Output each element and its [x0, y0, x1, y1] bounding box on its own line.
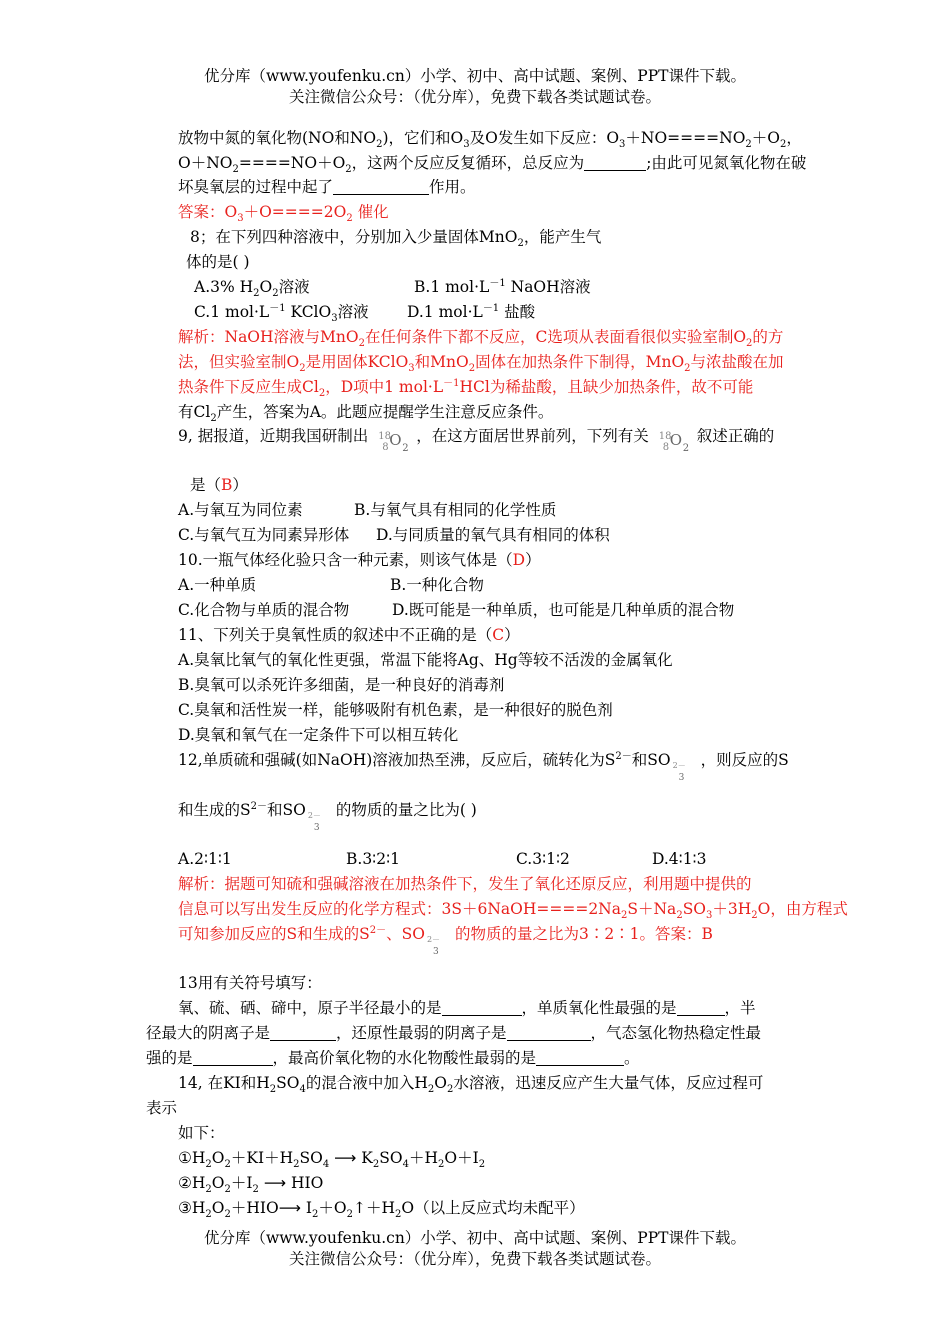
- q8-option-a: A.3% $H_2O_2$溶液: [194, 278, 310, 300]
- q8-option-b: B.1 $mol\cdot L^{-1}$ NaOH溶液: [414, 277, 591, 296]
- q13-line-3: 强的是 ，最高价氧化物的水化物酸性最弱的是 。: [146, 1049, 640, 1067]
- q14-reaction-2: $②H_2O_2+I_2$ ⟶ HIO: [178, 1174, 324, 1196]
- q10-answer: D: [512, 551, 526, 569]
- q12-option-d: D.4∶1∶3: [652, 850, 707, 868]
- q14-stem-2: 表示: [146, 1099, 178, 1117]
- q11-stem: 11、下列关于臭氧性质的叙述中不正确的是（C）: [178, 626, 520, 644]
- q8-option-d: D.1 $mol\cdot L^{-1}$ 盐酸: [407, 302, 536, 321]
- q12-explanation-2: 信息可以写出发生反应的化学方程式：$3S+6NaOH====2Na_2S+Na_2SO_3+3H_2O$，由方程式: [178, 900, 848, 922]
- q9-option-c: C.与氧气互为同素异形体: [178, 526, 350, 544]
- blank: [507, 1024, 591, 1041]
- q8-explanation-3: 热条件下反应生成$Cl_2$，D项中1 $mol\cdot L^{-1}HCl$为稀盐酸，且缺少加热条件，故不可能: [178, 377, 754, 400]
- sulfite-charge: 2－ 3: [307, 811, 321, 833]
- q9-answer: B: [221, 476, 233, 494]
- q7-line-2: $O+NO_2====NO+O_2$，这两个反应反复循环，总反应为 ;由此可见氮氧化物在破: [178, 154, 807, 176]
- q12-option-b: B.3∶2∶1: [346, 850, 400, 868]
- q7-line-3: 坏臭氧层的过程中起了 作用。: [178, 178, 476, 196]
- footer-line-1: 优分库（www.youfenku.cn）小学、初中、高中试题、案例、PPT课件下载。: [203, 1229, 747, 1247]
- blank: [442, 999, 522, 1016]
- blank: [677, 999, 725, 1016]
- q14-reaction-1: $①H_2O_2+KI+H_2SO_4$ ⟶ $K_2SO_4+H_2O+I_2$: [178, 1149, 486, 1171]
- q10-option-d: D.既可能是一种单质，也可能是几种单质的混合物: [392, 601, 735, 619]
- header-line-2: 关注微信公众号：（优分库），免费下载各类试题试卷。: [288, 88, 661, 106]
- sulfite-charge: 2－ 3: [672, 761, 686, 783]
- q8-explanation-2: 法，但实验室制$O_2$是用固体KClO$_3$和MnO$_2$固体在加热条件下制得，MnO$_2$与浓盐酸在加: [178, 353, 784, 375]
- q9-stem-2: 是（B）: [190, 476, 248, 494]
- q13-line-1: 氧、硫、硒、碲中，原子半径最小的是 ，单质氧化性最强的是 ，半: [178, 999, 756, 1017]
- footer-line-2: 关注微信公众号：（优分库），免费下载各类试题试卷。: [288, 1250, 661, 1268]
- blank: [536, 1049, 624, 1066]
- q13-stem: 13用有关符号填写：: [178, 974, 322, 992]
- q11-option-c: C.臭氧和活性炭一样，能够吸附有机色素，是一种很好的脱色剂: [178, 701, 613, 719]
- q9-option-d: D.与同质量的氧气具有相同的体积: [376, 526, 610, 544]
- reaction-arrow: ⟶: [263, 1174, 287, 1192]
- q11-option-b: B.臭氧可以杀死许多细菌，是一种良好的消毒剂: [178, 676, 505, 694]
- q13-line-2: 径最大的阴离子是 ，还原性最弱的阴离子是 ，气态氢化物热稳定性最: [146, 1024, 762, 1042]
- q9-option-b: B.与氧气具有相同的化学性质: [354, 501, 557, 519]
- reaction-arrow: ⟶: [278, 1199, 301, 1217]
- q10-option-c: C.化合物与单质的混合物: [178, 601, 350, 619]
- q11-option-a: A.臭氧比氧气的氧化性更强，常温下能将Ag、Hg等较不活泼的金属氧化: [178, 651, 673, 669]
- reaction-arrow: ⟶: [334, 1149, 357, 1167]
- blank: [333, 178, 429, 195]
- q12-stem-1: 12,单质硫和强碱(如NaOH)溶液加热至沸，反应后，硫转化为$S^{2-}$和SO 2－ 3 ，则反应的S: [178, 750, 789, 783]
- q9-stem: 9, 据报道，近期我国研制出 18 8 O 2 ，在这方面居世界前列，下列有关 18 8 O 2 叙述正确的: [178, 424, 774, 450]
- q14-stem-1: 14, 在KI和$H_2SO_4$的混合液中加入$H_2O_2$水溶液，迅速反应产生大量气体，反应过程可: [178, 1074, 764, 1096]
- blank: [193, 1049, 273, 1066]
- oxygen-18-isotope-symbol: 18 8 O 2: [658, 431, 690, 454]
- sulfite-charge: 2－ 3: [426, 935, 441, 957]
- q12-explanation-1: 解析：据题可知硫和强碱溶液在加热条件下，发生了氧化还原反应，利用题中提供的: [178, 875, 752, 893]
- q11-answer: C: [492, 626, 505, 644]
- q9-option-a: A.与氧互为同位素: [178, 501, 303, 519]
- q11-option-d: D.臭氧和氧气在一定条件下可以相互转化: [178, 726, 459, 744]
- q12-option-c: C.3∶1∶2: [516, 850, 570, 868]
- blank: [584, 154, 646, 171]
- q8-explanation-1: 解析：NaOH溶液与MnO$_2$在任何条件下都不反应，C选项从表面看很似实验室制$O_2$的方: [178, 328, 784, 350]
- oxygen-18-isotope-symbol: 18 8 O 2: [378, 431, 409, 454]
- blank: [270, 1024, 336, 1041]
- q8-option-c: C.1 $mol\cdot L^{-1}$ KClO$_3$溶液: [194, 302, 369, 325]
- q12-option-a: A.2∶1∶1: [178, 850, 232, 868]
- q8-stem-2: 体的是( ): [186, 253, 250, 271]
- q12-stem-2: 和生成的$S^{2-}$和SO 2－ 3 的物质的量之比为( ): [178, 800, 477, 833]
- q12-explanation-3: 可知参加反应的S和生成的$S^{2-}$、SO 2－ 3 的物质的量之比为3∶2∶1。答案：B: [178, 924, 713, 957]
- q14-stem-3: 如下：: [178, 1124, 225, 1142]
- q8-explanation-4: 有$Cl_2$产生，答案为A。此题应提醒学生注意反应条件。: [178, 403, 554, 425]
- q14-reaction-3: $③H_2O_2+HIO⟶$ $I_2+O_2↑+H_2O$（以上反应式均未配平）: [178, 1199, 585, 1221]
- header-line-1: 优分库（www.youfenku.cn）小学、初中、高中试题、案例、PPT课件下载。: [203, 67, 747, 85]
- q8-stem-1: 8；在下列四种溶液中，分别加入少量固体MnO$_2$，能产生气: [190, 228, 602, 250]
- q7-line-1: 放物中氮的氧化物(NO和$NO_2$)，它们和$O_3$及O发生如下反应：$O_3+NO====NO_2+O_2$，: [178, 129, 802, 151]
- q10-option-b: B.一种化合物: [390, 576, 484, 594]
- q7-answer: 答案：$O_3+O====2O_2$ 催化: [178, 203, 389, 225]
- q10-stem: 10.一瓶气体经化验只含一种元素，则该气体是（D）: [178, 551, 541, 569]
- q10-option-a: A.一种单质: [178, 576, 257, 594]
